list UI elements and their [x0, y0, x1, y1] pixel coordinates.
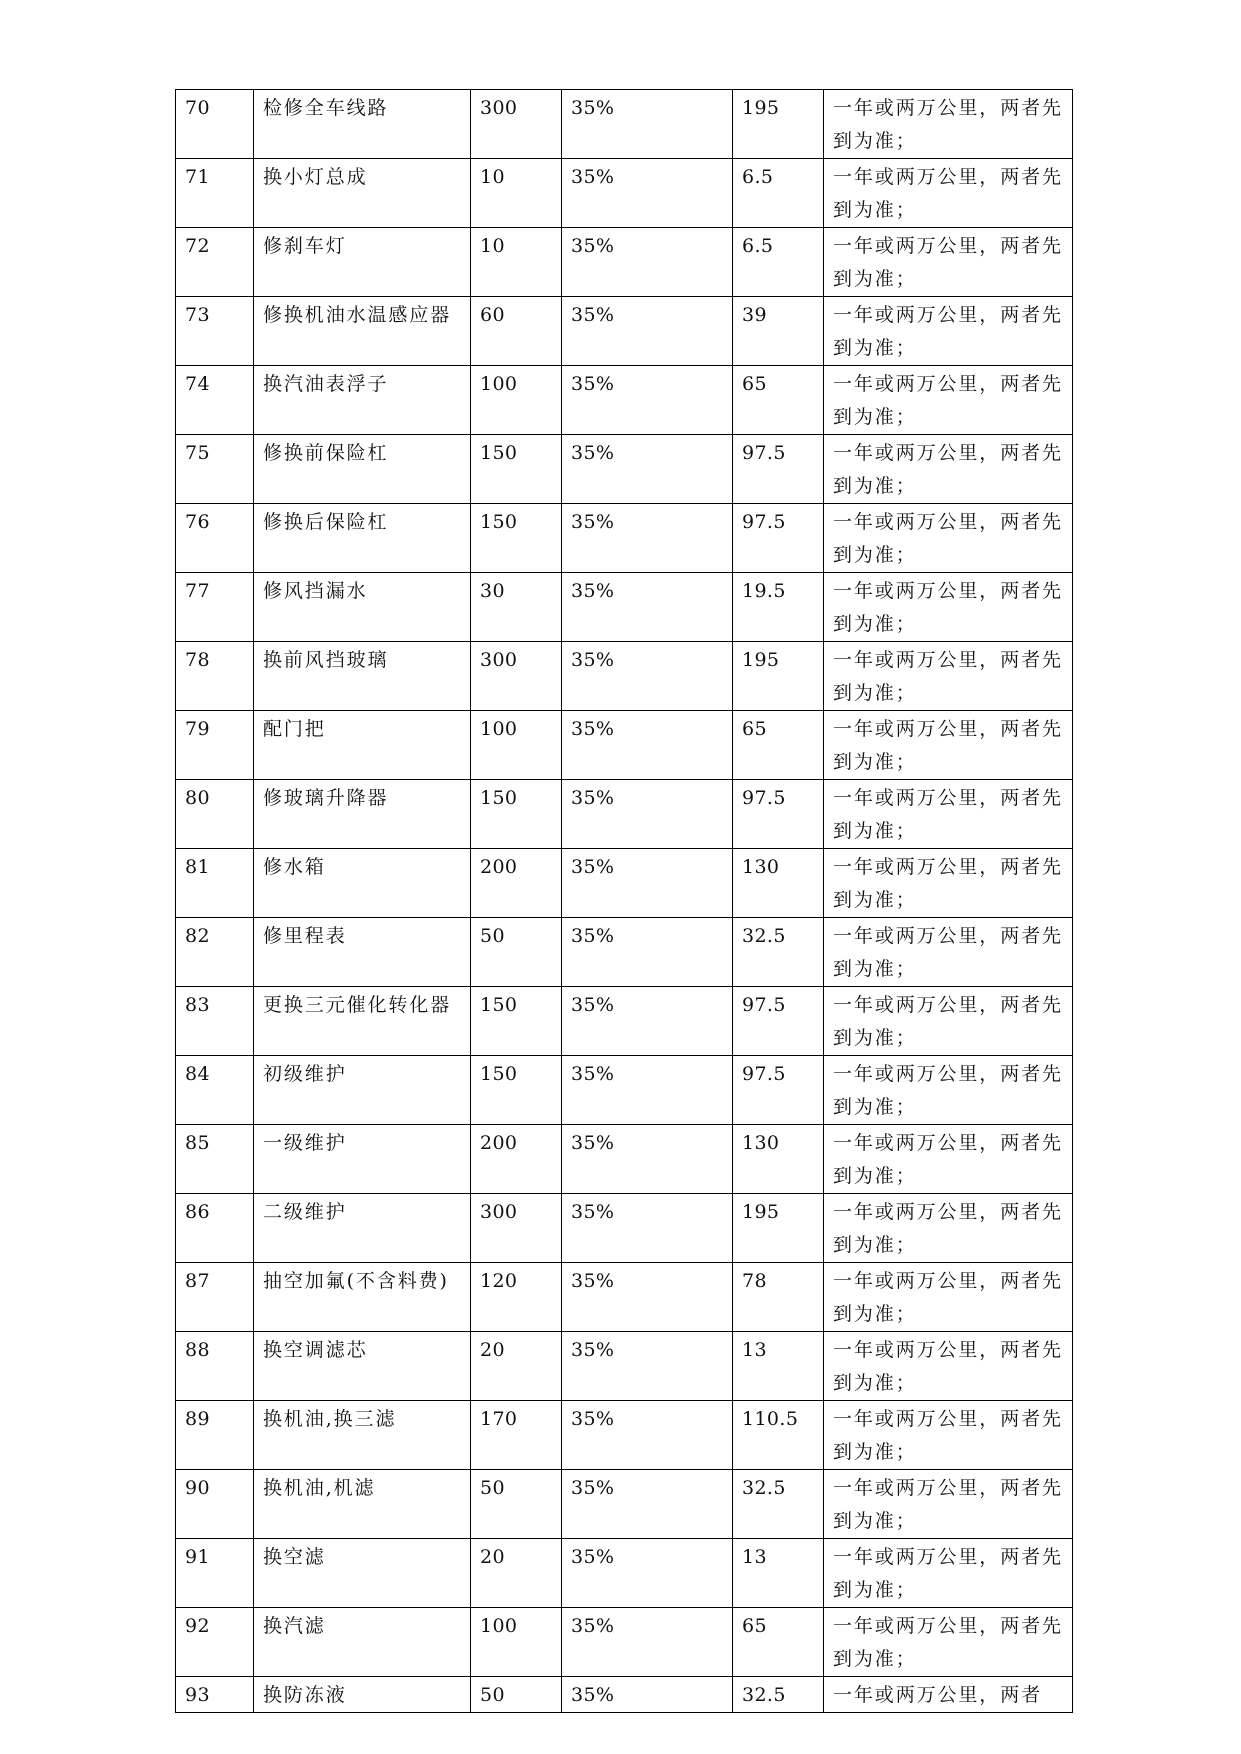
warranty-remark-cell: 一年或两万公里，两者先到为准；: [824, 1332, 1073, 1401]
price-cell: 150: [471, 1056, 562, 1125]
table-row: [176, 642, 1073, 711]
item-number-cell: 91: [176, 1539, 254, 1608]
rate-cell: 35%: [562, 228, 733, 297]
rate-cell: 35%: [562, 1125, 733, 1194]
item-number-cell: 88: [176, 1332, 254, 1401]
fee-cell: 195: [733, 1194, 824, 1263]
fee-cell: 130: [733, 849, 824, 918]
item-number-cell: 90: [176, 1470, 254, 1539]
item-number-cell: 92: [176, 1608, 254, 1677]
repair-item-cell: 修里程表: [254, 918, 471, 987]
table-row: [176, 1194, 1073, 1263]
warranty-remark-cell: 一年或两万公里，两者先到为准；: [824, 573, 1073, 642]
table-row: [176, 987, 1073, 1056]
price-cell: 20: [471, 1332, 562, 1401]
item-number-cell: 75: [176, 435, 254, 504]
table-row: [176, 711, 1073, 780]
rate-cell: 35%: [562, 1608, 733, 1677]
fee-cell: 97.5: [733, 1056, 824, 1125]
fee-cell: 130: [733, 1125, 824, 1194]
item-number-cell: 80: [176, 780, 254, 849]
fee-cell: 13: [733, 1332, 824, 1401]
repair-item-cell: 换小灯总成: [254, 159, 471, 228]
rate-cell: 35%: [562, 642, 733, 711]
fee-cell: 97.5: [733, 987, 824, 1056]
table-body: [176, 90, 1073, 1713]
repair-item-cell: 修刹车灯: [254, 228, 471, 297]
price-cell: 200: [471, 1125, 562, 1194]
warranty-remark-cell: 一年或两万公里，两者先到为准；: [824, 1125, 1073, 1194]
warranty-remark-cell: 一年或两万公里，两者先到为准；: [824, 366, 1073, 435]
price-cell: 120: [471, 1263, 562, 1332]
rate-cell: 35%: [562, 1401, 733, 1470]
price-cell: 50: [471, 1677, 562, 1713]
repair-item-cell: 修风挡漏水: [254, 573, 471, 642]
warranty-remark-cell: 一年或两万公里，两者先到为准；: [824, 1263, 1073, 1332]
price-cell: 300: [471, 642, 562, 711]
price-cell: 100: [471, 1608, 562, 1677]
rate-cell: 35%: [562, 1263, 733, 1332]
repair-item-cell: 换汽滤: [254, 1608, 471, 1677]
price-cell: 150: [471, 435, 562, 504]
item-number-cell: 78: [176, 642, 254, 711]
rate-cell: 35%: [562, 1332, 733, 1401]
warranty-remark-cell: 一年或两万公里，两者先到为准；: [824, 1194, 1073, 1263]
fee-cell: 6.5: [733, 159, 824, 228]
item-number-cell: 72: [176, 228, 254, 297]
price-cell: 170: [471, 1401, 562, 1470]
price-cell: 50: [471, 918, 562, 987]
price-cell: 200: [471, 849, 562, 918]
item-number-cell: 74: [176, 366, 254, 435]
item-number-cell: 71: [176, 159, 254, 228]
table-row: [176, 1332, 1073, 1401]
price-cell: 150: [471, 987, 562, 1056]
warranty-remark-cell: 一年或两万公里，两者先到为准；: [824, 1401, 1073, 1470]
warranty-remark-cell: 一年或两万公里，两者先到为准；: [824, 435, 1073, 504]
rate-cell: 35%: [562, 1056, 733, 1125]
fee-cell: 97.5: [733, 504, 824, 573]
warranty-remark-cell: 一年或两万公里，两者: [824, 1677, 1073, 1713]
warranty-remark-cell: 一年或两万公里，两者先到为准；: [824, 1470, 1073, 1539]
rate-cell: 35%: [562, 297, 733, 366]
warranty-remark-cell: 一年或两万公里，两者先到为准；: [824, 90, 1073, 159]
price-cell: 300: [471, 90, 562, 159]
table-row: [176, 1056, 1073, 1125]
warranty-remark-cell: 一年或两万公里，两者先到为准；: [824, 780, 1073, 849]
repair-item-cell: 一级维护: [254, 1125, 471, 1194]
rate-cell: 35%: [562, 504, 733, 573]
warranty-remark-cell: 一年或两万公里，两者先到为准；: [824, 1539, 1073, 1608]
fee-cell: 32.5: [733, 918, 824, 987]
rate-cell: 35%: [562, 435, 733, 504]
rate-cell: 35%: [562, 711, 733, 780]
item-number-cell: 83: [176, 987, 254, 1056]
price-cell: 20: [471, 1539, 562, 1608]
fee-cell: 65: [733, 366, 824, 435]
item-number-cell: 89: [176, 1401, 254, 1470]
warranty-remark-cell: 一年或两万公里，两者先到为准；: [824, 918, 1073, 987]
repair-price-table: [175, 89, 1073, 1713]
price-cell: 300: [471, 1194, 562, 1263]
price-cell: 150: [471, 780, 562, 849]
rate-cell: 35%: [562, 918, 733, 987]
rate-cell: 35%: [562, 1539, 733, 1608]
warranty-remark-cell: 一年或两万公里，两者先到为准；: [824, 504, 1073, 573]
repair-item-cell: 初级维护: [254, 1056, 471, 1125]
fee-cell: 65: [733, 1608, 824, 1677]
fee-cell: 110.5: [733, 1401, 824, 1470]
fee-cell: 32.5: [733, 1470, 824, 1539]
warranty-remark-cell: 一年或两万公里，两者先到为准；: [824, 711, 1073, 780]
item-number-cell: 85: [176, 1125, 254, 1194]
rate-cell: 35%: [562, 159, 733, 228]
repair-item-cell: 配门把: [254, 711, 471, 780]
table-row: [176, 1263, 1073, 1332]
table-row: [176, 918, 1073, 987]
warranty-remark-cell: 一年或两万公里，两者先到为准；: [824, 228, 1073, 297]
price-cell: 10: [471, 228, 562, 297]
item-number-cell: 77: [176, 573, 254, 642]
fee-cell: 6.5: [733, 228, 824, 297]
repair-item-cell: 二级维护: [254, 1194, 471, 1263]
price-cell: 100: [471, 711, 562, 780]
price-cell: 50: [471, 1470, 562, 1539]
price-cell: 10: [471, 159, 562, 228]
fee-cell: 97.5: [733, 435, 824, 504]
fee-cell: 195: [733, 90, 824, 159]
fee-cell: 97.5: [733, 780, 824, 849]
warranty-remark-cell: 一年或两万公里，两者先到为准；: [824, 1608, 1073, 1677]
warranty-remark-cell: 一年或两万公里，两者先到为准；: [824, 159, 1073, 228]
warranty-remark-cell: 一年或两万公里，两者先到为准；: [824, 297, 1073, 366]
repair-item-cell: 修水箱: [254, 849, 471, 918]
table-row: [176, 504, 1073, 573]
table-row: [176, 228, 1073, 297]
repair-item-cell: 修换机油水温感应器: [254, 297, 471, 366]
fee-cell: 19.5: [733, 573, 824, 642]
fee-cell: 32.5: [733, 1677, 824, 1713]
rate-cell: 35%: [562, 90, 733, 159]
fee-cell: 195: [733, 642, 824, 711]
rate-cell: 35%: [562, 1677, 733, 1713]
fee-cell: 13: [733, 1539, 824, 1608]
item-number-cell: 86: [176, 1194, 254, 1263]
repair-item-cell: 换机油,换三滤: [254, 1401, 471, 1470]
item-number-cell: 81: [176, 849, 254, 918]
table-row: [176, 435, 1073, 504]
item-number-cell: 73: [176, 297, 254, 366]
repair-item-cell: 换防冻液: [254, 1677, 471, 1713]
repair-item-cell: 换汽油表浮子: [254, 366, 471, 435]
table-row: [176, 90, 1073, 159]
warranty-remark-cell: 一年或两万公里，两者先到为准；: [824, 1056, 1073, 1125]
table-row: [176, 1539, 1073, 1608]
item-number-cell: 84: [176, 1056, 254, 1125]
rate-cell: 35%: [562, 1470, 733, 1539]
repair-item-cell: 检修全车线路: [254, 90, 471, 159]
price-cell: 30: [471, 573, 562, 642]
rate-cell: 35%: [562, 849, 733, 918]
price-cell: 100: [471, 366, 562, 435]
repair-item-cell: 抽空加氟(不含料费): [254, 1263, 471, 1332]
warranty-remark-cell: 一年或两万公里，两者先到为准；: [824, 642, 1073, 711]
repair-item-cell: 换前风挡玻璃: [254, 642, 471, 711]
table-row: [176, 1470, 1073, 1539]
table-row: [176, 366, 1073, 435]
rate-cell: 35%: [562, 780, 733, 849]
item-number-cell: 93: [176, 1677, 254, 1713]
item-number-cell: 76: [176, 504, 254, 573]
repair-item-cell: 换空调滤芯: [254, 1332, 471, 1401]
table-row: [176, 780, 1073, 849]
warranty-remark-cell: 一年或两万公里，两者先到为准；: [824, 987, 1073, 1056]
fee-cell: 65: [733, 711, 824, 780]
table-row: [176, 1677, 1073, 1713]
fee-cell: 39: [733, 297, 824, 366]
rate-cell: 35%: [562, 1194, 733, 1263]
rate-cell: 35%: [562, 987, 733, 1056]
repair-item-cell: 修换后保险杠: [254, 504, 471, 573]
repair-item-cell: 修玻璃升降器: [254, 780, 471, 849]
table-row: [176, 1401, 1073, 1470]
repair-item-cell: 换机油,机滤: [254, 1470, 471, 1539]
price-cell: 60: [471, 297, 562, 366]
item-number-cell: 79: [176, 711, 254, 780]
table-row: [176, 1608, 1073, 1677]
item-number-cell: 82: [176, 918, 254, 987]
repair-item-cell: 换空滤: [254, 1539, 471, 1608]
warranty-remark-cell: 一年或两万公里，两者先到为准；: [824, 849, 1073, 918]
table-row: [176, 849, 1073, 918]
repair-item-cell: 更换三元催化转化器: [254, 987, 471, 1056]
fee-cell: 78: [733, 1263, 824, 1332]
rate-cell: 35%: [562, 573, 733, 642]
table-row: [176, 573, 1073, 642]
repair-item-cell: 修换前保险杠: [254, 435, 471, 504]
item-number-cell: 87: [176, 1263, 254, 1332]
rate-cell: 35%: [562, 366, 733, 435]
table-row: [176, 297, 1073, 366]
table-row: [176, 159, 1073, 228]
item-number-cell: 70: [176, 90, 254, 159]
table-row: [176, 1125, 1073, 1194]
price-cell: 150: [471, 504, 562, 573]
